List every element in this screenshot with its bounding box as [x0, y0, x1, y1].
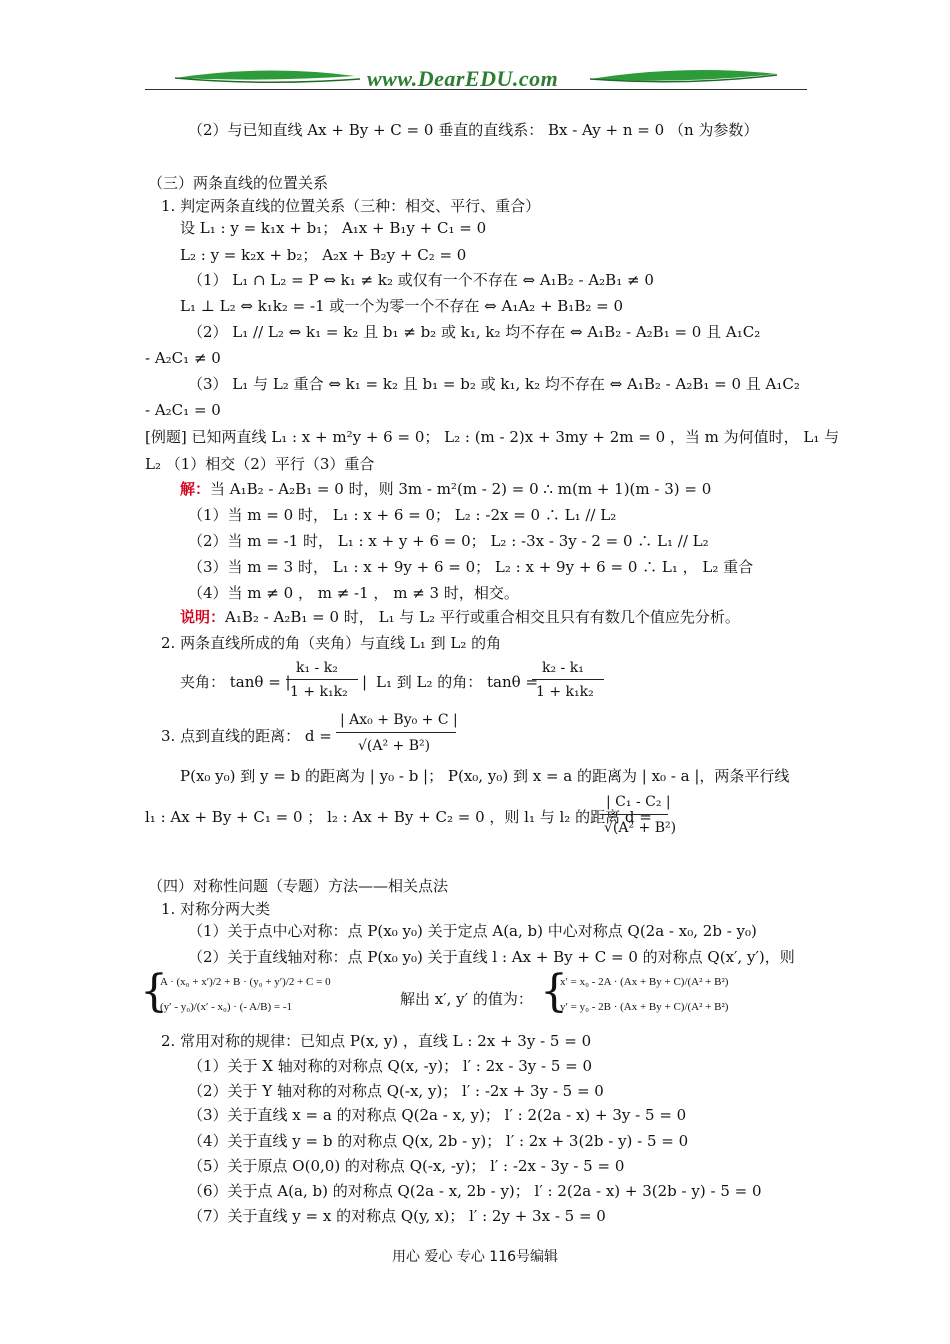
- example-heading: [例题] 已知两直线 L₁ : x + m²y + 6 = 0； L₂ : (m - 2)x + 3my + 2m = 0 ，当 m 为何值时， L₁ 与: [145, 428, 840, 446]
- symmetry-y-axis: （2）关于 Y 轴对称的对称点 Q(-x, y)； l′ : -2x + 3y - 5 = 0: [188, 1082, 604, 1100]
- item-3-heading: 3. 点到直线的距离： d =: [161, 727, 332, 745]
- right-system-row2: y′ = y₀ - 2B · (Ax + By + C)/(A² + B²): [560, 1001, 729, 1013]
- angle-abs-close: |: [362, 673, 368, 691]
- item-1-heading: 1. 判定两条直线的位置关系（三种：相交、平行、重合）: [161, 197, 541, 215]
- item-2-heading: 2. 两条直线所成的角（夹角）与直线 L₁ 到 L₂ 的角: [161, 634, 502, 652]
- section-four-heading: （四）对称性问题（专题）方法——相关点法: [148, 877, 449, 895]
- common-symmetry-heading: 2. 常用对称的规律：已知点 P(x, y) ，直线 L : 2x + 3y - 5 = 0: [161, 1032, 592, 1050]
- line-coincide-cont: - A₂C₁ = 0: [145, 401, 221, 419]
- line-def-l1: 设 L₁ : y = k₁x + b₁； A₁x + B₁y + C₁ = 0: [180, 219, 487, 237]
- line-parallel-cont: - A₂C₁ ≠ 0: [145, 349, 221, 367]
- axial-symmetry: （2）关于直线轴对称：点 P(x₀ y₀) 关于直线 l : Ax + By + C = 0 的对称点 Q(x′, y′)，则: [188, 948, 795, 966]
- angle-dir-fraction-bar: [532, 679, 604, 680]
- symmetry-origin: （5）关于原点 O(0,0) 的对称点 Q(-x, -y)； l′ : -2x - 3y - 5 = 0: [188, 1157, 625, 1175]
- symmetry-types-heading: 1. 对称分两大类: [161, 900, 271, 918]
- parallel-distance-numerator: | C₁ - C₂ |: [606, 794, 671, 810]
- symmetry-line-y-x: （7）关于直线 y = x 的对称点 Q(y, x)； l′ : 2y + 3x - 5 = 0: [188, 1207, 606, 1225]
- symmetry-x-axis: （1）关于 X 轴对称的对称点 Q(x, -y)； l′ : 2x - 3y - 5 = 0: [188, 1057, 593, 1075]
- line-parallel-distance: l₁ : Ax + By + C₁ = 0 ； l₂ : Ax + By + C₂ = 0 ，则 l₁ 与 l₂ 的距离 d =: [145, 808, 652, 826]
- distance-numerator: | Ax₀ + By₀ + C |: [340, 712, 458, 728]
- distance-fraction-bar: [336, 732, 456, 733]
- line-axis-distance: P(x₀ y₀) 到 y = b 的距离为 | y₀ - b |； P(x₀, y₀) 到 x = a 的距离为 | x₀ - a |，两条平行线: [180, 767, 790, 785]
- angle-abs-numerator: k₁ - k₂: [296, 660, 338, 676]
- note-text: A₁B₂ - A₂B₁ = 0 时， L₁ 与 L₂ 平行或重合相交且只有有数几个值应先分析。: [225, 608, 740, 626]
- page-footer: 用心 爱心 专心 116号编辑: [391, 1249, 559, 1265]
- section-three-heading: （三）两条直线的位置关系: [148, 174, 329, 192]
- note-label: 说明：: [180, 608, 226, 626]
- right-system-row1: x′ = x₀ - 2A · (Ax + By + C)/(A² + B²): [560, 976, 729, 988]
- example-heading-cont: L₂ （1）相交（2）平行（3）重合: [145, 455, 375, 473]
- angle-dir-numerator: k₂ - k₁: [542, 660, 584, 676]
- line-parallel: （2） L₁ // L₂ ⇔ k₁ = k₂ 且 b₁ ≠ b₂ 或 k₁, k₂ 均不存在 ⇔ A₁B₂ - A₂B₁ = 0 且 A₁C₂: [188, 323, 761, 341]
- symmetry-point-a: （6）关于点 A(a, b) 的对称点 Q(2a - x, 2b - y)； l′ : 2(2a - x) + 3(2b - y) - 5 = 0: [188, 1182, 762, 1200]
- right-system-brace: {: [540, 966, 568, 1017]
- case-4: （4）当 m ≠ 0 ， m ≠ -1 ， m ≠ 3 时，相交。: [188, 584, 519, 602]
- parallel-distance-denominator: √(A² + B²): [604, 820, 677, 836]
- solve-label: 解出 x′, y′ 的值为：: [400, 990, 533, 1008]
- angle-dir-denominator: 1 + k₁k₂: [536, 684, 594, 700]
- parallel-distance-fraction-bar: [600, 814, 668, 815]
- site-logo-text[interactable]: www.DearEDU.com: [367, 66, 559, 91]
- angle-abs-denominator: 1 + k₁k₂: [290, 684, 348, 700]
- left-system-brace: {: [140, 966, 168, 1017]
- angle-label: 夹角： tanθ = |: [180, 673, 291, 691]
- solution-text: 当 A₁B₂ - A₂B₁ = 0 时，则 3m - m²(m - 2) = 0 ∴ m(m + 1)(m - 3) = 0: [210, 480, 712, 498]
- line-perpendicular-family: （2）与已知直线 Ax + By + C = 0 垂直的直线系： Bx - Ay + n = 0 （n 为参数）: [188, 121, 759, 139]
- line-perpendicular: L₁ ⊥ L₂ ⇔ k₁k₂ = -1 或一个为零一个不存在 ⇔ A₁A₂ + B₁B₂ = 0: [180, 297, 624, 315]
- case-2: （2）当 m = -1 时， L₁ : x + y + 6 = 0； L₂ : -3x - 3y - 2 = 0 ∴ L₁ // L₂: [188, 532, 709, 550]
- distance-denominator: √(A² + B²): [358, 738, 431, 754]
- symmetry-line-y-b: （4）关于直线 y = b 的对称点 Q(x, 2b - y)； l′ : 2x + 3(2b - y) - 5 = 0: [188, 1132, 689, 1150]
- line-intersect: （1） L₁ ∩ L₂ = P ⇔ k₁ ≠ k₂ 或仅有一个不存在 ⇔ A₁B₂ - A₂B₁ ≠ 0: [188, 271, 654, 289]
- header-rule: [145, 89, 807, 90]
- line-def-l2: L₂ : y = k₂x + b₂； A₂x + B₂y + C₂ = 0: [180, 246, 467, 264]
- symmetry-line-x-a: （3）关于直线 x = a 的对称点 Q(2a - x, y)； l′ : 2(2a - x) + 3y - 5 = 0: [188, 1106, 687, 1124]
- note-line: [180, 608, 740, 626]
- case-3: （3）当 m = 3 时， L₁ : x + 9y + 6 = 0； L₂ : x + 9y + 6 = 0 ∴ L₁ ， L₂ 重合: [188, 558, 754, 576]
- central-symmetry: （1）关于点中心对称：点 P(x₀ y₀) 关于定点 A(a, b) 中心对称点 Q(2a - x₀, 2b - y₀): [188, 922, 757, 940]
- line-coincide: （3） L₁ 与 L₂ 重合 ⇔ k₁ = k₂ 且 b₁ = b₂ 或 k₁, k₂ 均不存在 ⇔ A₁B₂ - A₂B₁ = 0 且 A₁C₂: [188, 375, 800, 393]
- left-system-row1: A · (x₀ + x′)/2 + B · (y₀ + y′)/2 + C = 0: [160, 976, 331, 988]
- left-system-row2: (y′ - y₀)/(x′ - x₀) · (- A/B) = -1: [160, 1001, 293, 1013]
- solution-line: [180, 480, 711, 498]
- angle-abs-fraction-bar: [286, 679, 358, 680]
- solution-label: 解：: [180, 480, 211, 498]
- case-1: （1）当 m = 0 时， L₁ : x + 6 = 0； L₂ : -2x = 0 ∴ L₁ // L₂: [188, 506, 617, 524]
- directed-angle-label: L₁ 到 L₂ 的角： tanθ =: [376, 673, 539, 691]
